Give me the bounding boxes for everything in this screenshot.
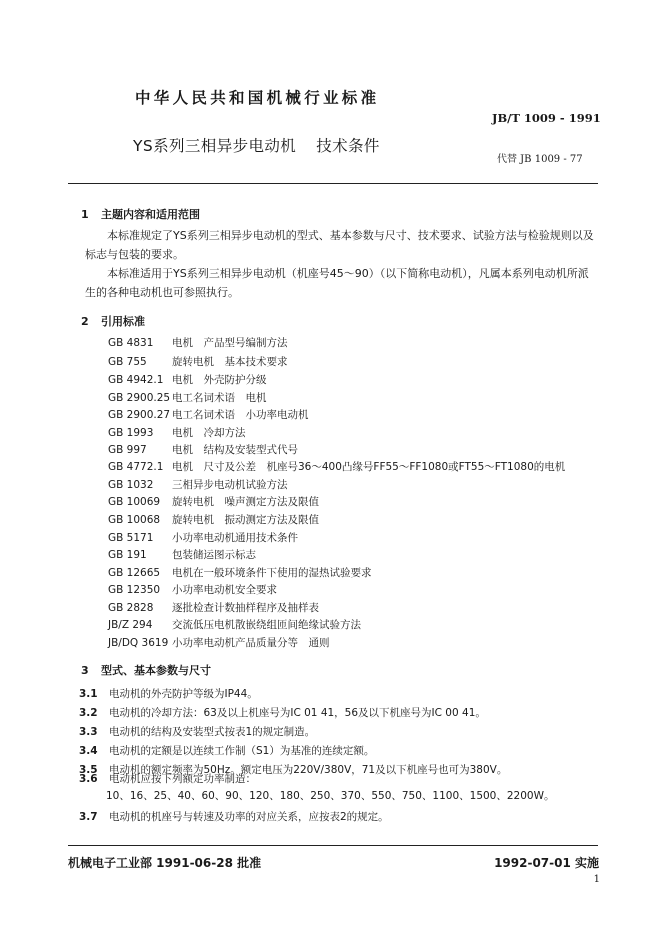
- reference-title: 旋转电机 振动测定方法及限值: [172, 514, 319, 526]
- clause-item: [79, 705, 486, 720]
- reference-row: [108, 335, 288, 350]
- paragraph-applicability: 本标准适用于YS系列三相异步电动机（机座号45～90）（以下简称电动机），凡属本系列电动机所派生的各种电动机也可参照执行。: [85, 267, 589, 299]
- clause-item: [79, 809, 389, 824]
- reference-row: [108, 477, 288, 492]
- section-title: 主题内容和适用范围: [101, 208, 200, 221]
- reference-row: [108, 617, 361, 632]
- section-1-heading: [68, 206, 200, 222]
- reference-code: GB 755: [108, 356, 147, 368]
- reference-row: [108, 600, 319, 615]
- implementation-date: 1992-07-01 实施: [494, 856, 599, 870]
- section-title: 引用标准: [101, 315, 145, 328]
- reference-title: 小功率电动机通用技术条件: [172, 532, 298, 544]
- reference-code: GB 1993: [108, 427, 154, 439]
- clause-item: [79, 771, 256, 786]
- reference-title: 电工名词术语 小功率电动机: [172, 409, 309, 421]
- reference-code: GB 12350: [108, 584, 161, 596]
- footer-rule: [68, 845, 598, 846]
- clause-number: 3.2: [79, 707, 98, 719]
- approval-line: 机械电子工业部 1991-06-28 批准: [68, 856, 262, 870]
- page-number: 1: [593, 874, 600, 885]
- rated-power-list: 10、16、25、40、60、90、120、180、250、370、550、750、1100、1500、2200W。: [106, 790, 555, 802]
- reference-code: JB/DQ 3619: [108, 637, 169, 649]
- clause-text: 电动机应按下列额定功率制造：: [109, 773, 256, 785]
- clause-text: 电动机的结构及安装型式按表1的规定制造。: [109, 726, 316, 738]
- reference-row: [108, 494, 319, 509]
- clause-item: [79, 686, 258, 701]
- clause-number: 3.7: [79, 811, 98, 823]
- reference-code: JB/Z 294: [108, 619, 153, 631]
- reference-row: [108, 582, 277, 597]
- clause-text: 电动机的外壳防护等级为IP44。: [109, 688, 258, 700]
- section-2-heading: [68, 313, 145, 329]
- reference-row: [108, 354, 288, 369]
- clause-text: 电动机的定额是以连续工作制（S1）为基准的连续定额。: [109, 745, 375, 757]
- reference-code: GB 5171: [108, 532, 154, 544]
- reference-code: GB 4942.1: [108, 374, 164, 386]
- reference-row: [108, 407, 309, 422]
- reference-title: 电机 外壳防护分级: [172, 374, 267, 386]
- reference-code: GB 10068: [108, 514, 161, 526]
- reference-code: GB 1032: [108, 479, 154, 491]
- reference-row: [108, 372, 267, 387]
- clause-number: 3.4: [79, 745, 98, 757]
- reference-title: 包装储运图示标志: [172, 549, 256, 561]
- reference-code: GB 2900.27: [108, 409, 171, 421]
- section-title: 型式、基本参数与尺寸: [101, 664, 211, 677]
- clause-number: 3.6: [79, 773, 98, 785]
- reference-title: 电机 产品型号编制方法: [172, 337, 288, 349]
- reference-code: GB 191: [108, 549, 147, 561]
- reference-code: GB 12665: [108, 567, 161, 579]
- reference-code: GB 4772.1: [108, 461, 164, 473]
- clause-text: 电动机的机座号与转速及功率的对应关系，应按表2的规定。: [109, 811, 389, 823]
- paragraph-scope: 本标准规定了YS系列三相异步电动机的型式、基本参数与尺寸、技术要求、试验方法与检验规则以及标志与包装的要求。: [85, 229, 594, 261]
- reference-code: GB 4831: [108, 337, 154, 349]
- header-rule: [68, 183, 598, 184]
- section-3-heading: [68, 662, 211, 678]
- replaces-note: 代替 JB 1009 - 77: [497, 154, 583, 165]
- reference-title: 电机在一般环境条件下使用的湿热试验要求: [172, 567, 372, 579]
- reference-code: GB 10069: [108, 496, 161, 508]
- reference-title: 电工名词术语 电机: [172, 392, 267, 404]
- document-title: [133, 134, 380, 156]
- reference-title: 旋转电机 噪声测定方法及限值: [172, 496, 319, 508]
- reference-row: [108, 512, 319, 527]
- clause-number: 3.5: [79, 764, 98, 776]
- section-number: 2: [81, 315, 89, 328]
- reference-title: 逐批检查计数抽样程序及抽样表: [172, 602, 319, 614]
- section-number: 3: [81, 664, 89, 677]
- reference-row: [108, 442, 298, 457]
- reference-row: [108, 635, 330, 650]
- section-number: 1: [81, 208, 89, 221]
- reference-code: GB 2900.25: [108, 392, 171, 404]
- reference-title: 交流低压电机散嵌绕组匝间绝缘试验方法: [172, 619, 361, 631]
- reference-title: 电机 尺寸及公差 机座号36～400凸缘号FF55～FF1080或FT55～FT1080的电机: [172, 461, 566, 473]
- clause-number: 3.1: [79, 688, 98, 700]
- reference-row: [108, 390, 267, 405]
- clause-text: 电动机的冷却方法：63及以上机座号为IC 01 41，56及以下机座号为IC 00 41。: [109, 707, 486, 719]
- reference-title: 三相异步电动机试验方法: [172, 479, 288, 491]
- reference-title: 电机 冷却方法: [172, 427, 246, 439]
- reference-row: [108, 425, 246, 440]
- reference-code: GB 997: [108, 444, 147, 456]
- title-main: YS系列三相异步电动机: [133, 137, 297, 155]
- reference-title: 小功率电动机安全要求: [172, 584, 277, 596]
- clause-item: [79, 743, 374, 758]
- clause-number: 3.3: [79, 726, 98, 738]
- issuing-org: 中华人民共和国机械行业标准: [135, 89, 380, 107]
- reference-title: 小功率电动机产品质量分等 通则: [172, 637, 330, 649]
- reference-row: [108, 547, 256, 562]
- clause-item: [79, 724, 315, 739]
- reference-code: GB 2828: [108, 602, 154, 614]
- reference-row: [108, 459, 565, 474]
- clause-text: 电动机的额定频率为50Hz。额定电压为220V/380V，71及以下机座号也可为380V。: [109, 764, 508, 776]
- title-sub: 技术条件: [316, 137, 380, 155]
- reference-row: [108, 565, 372, 580]
- reference-row: [108, 530, 298, 545]
- standard-number: JB/T 1009 - 1991: [492, 111, 601, 125]
- reference-title: 电机 结构及安装型式代号: [172, 444, 298, 456]
- reference-title: 旋转电机 基本技术要求: [172, 356, 288, 368]
